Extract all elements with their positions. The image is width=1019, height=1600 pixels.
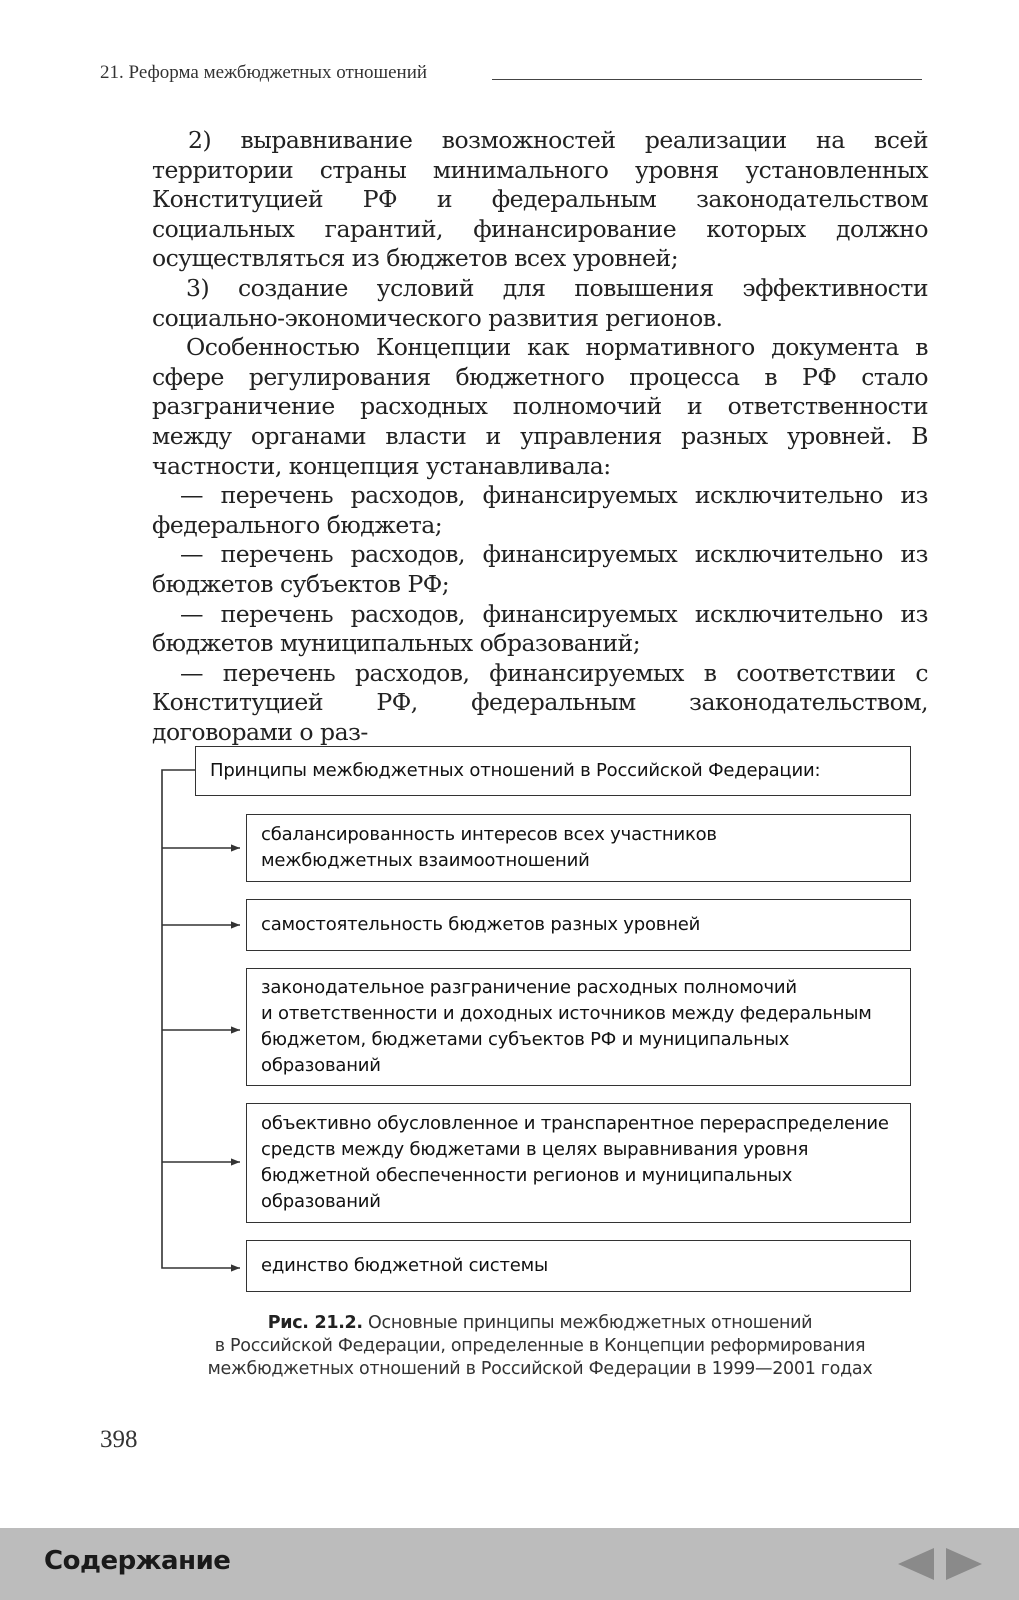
principle-line: единство бюджетной системы	[261, 1255, 549, 1276]
page-number: 398	[100, 1426, 138, 1453]
principle-line: и ответственности и доходных источников между федеральным	[261, 1003, 872, 1024]
caption-line: в Российской Федерации, определенные в Концепции реформирования	[214, 1336, 866, 1356]
table-of-contents-link[interactable]: Содержание	[44, 1546, 231, 1576]
figure-label: Рис. 21.2.	[267, 1313, 363, 1333]
trunk-line	[162, 770, 240, 1268]
figure-caption	[150, 1312, 930, 1381]
list-item: — перечень расходов, финансируемых в соответствии с Конституцией РФ, федеральным законодательством, договорами о раз-	[152, 658, 928, 746]
principle-box	[246, 1240, 911, 1292]
arrow-left-icon[interactable]	[896, 1544, 936, 1584]
header-rule	[492, 79, 922, 80]
principle-box	[246, 968, 911, 1086]
principle-box	[246, 814, 911, 882]
body-text	[152, 126, 928, 747]
list-item: — перечень расходов, финансируемых исключительно из бюджетов муниципальных образований;	[152, 599, 928, 658]
footer-navigation-bar	[0, 1528, 1019, 1600]
paragraph-1: 2) выравнивание возможностей реализации на всей территории страны минимального уровня установленных Конституцией РФ и федеральным законодательством социальных гарантий, финансирование которых должно осуществляться из бюджетов всех уровней;	[152, 126, 928, 273]
caption-line: Основные принципы межбюджетных отношений	[362, 1313, 813, 1333]
principle-line: сбалансированность интересов всех участников	[261, 824, 717, 845]
principle-line: самостоятельность бюджетов разных уровней	[261, 914, 701, 935]
list-item: — перечень расходов, финансируемых исключительно из федерального бюджета;	[152, 481, 928, 539]
caption-line: межбюджетных отношений в Российской Федерации в 1999—2001 годах	[207, 1359, 873, 1379]
principle-line: средств между бюджетами в целях выравнивания уровня	[261, 1139, 809, 1160]
paragraph-2: 3) создание условий для повышения эффективности социально-экономического развития регионов.	[152, 273, 928, 332]
principle-line: бюджетной обеспеченности регионов и муниципальных	[261, 1165, 793, 1186]
principle-box	[246, 1103, 911, 1223]
diagram-root-box	[195, 746, 911, 796]
running-header	[100, 62, 922, 90]
principle-line: межбюджетных взаимоотношений	[261, 850, 590, 871]
diagram-root-text: Принципы межбюджетных отношений в Российской Федерации:	[210, 760, 821, 781]
principle-line: бюджетом, бюджетами субъектов РФ и муниципальных образований	[261, 1029, 790, 1076]
principle-line: законодательное разграничение расходных полномочий	[261, 977, 797, 998]
arrow-right-icon[interactable]	[944, 1544, 984, 1584]
principle-box	[246, 899, 911, 951]
list-item: — перечень расходов, финансируемых исключительно из бюджетов субъектов РФ;	[152, 540, 928, 598]
chapter-title: 21. Реформа межбюджетных отношений	[100, 62, 428, 83]
principle-line: объективно обусловленное и транспарентное перераспределение	[261, 1113, 889, 1134]
principle-line: образований	[261, 1191, 381, 1212]
paragraph-3: Особенностью Концепции как нормативного документа в сфере регулирования бюджетного процесса в РФ стало разграничение расходных полномочий и ответственности между органами власти и управления разных уровней. В частности, концепция устанавливала:	[152, 333, 928, 480]
